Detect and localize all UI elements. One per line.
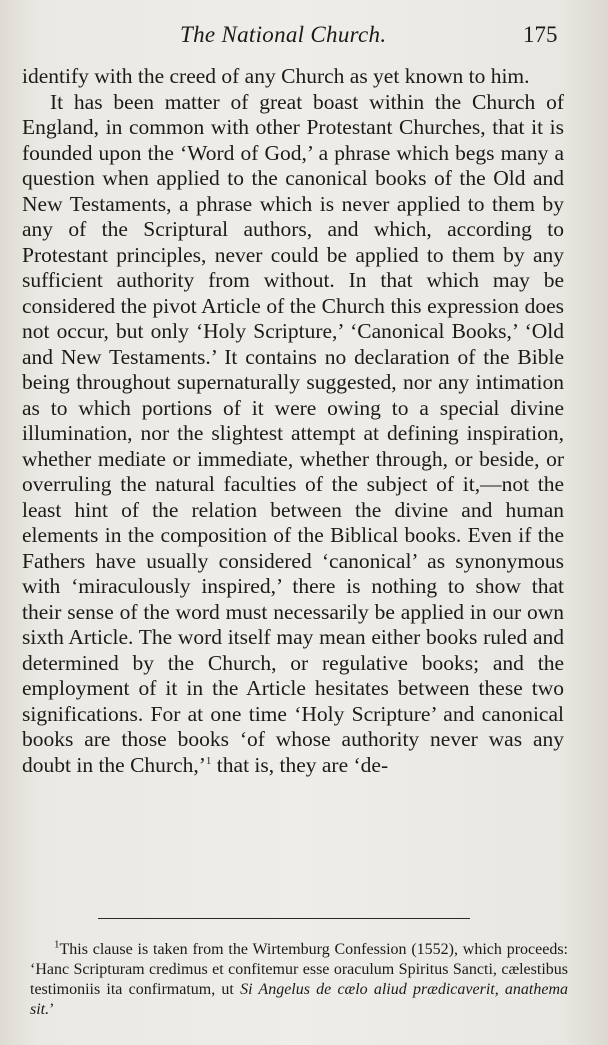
footnote-reference[interactable]: 1 xyxy=(205,754,212,767)
running-header xyxy=(0,20,608,54)
footnote-mark: 1 xyxy=(54,938,60,951)
running-title: The National Church. xyxy=(180,22,387,47)
paragraph-main-text: It has been matter of great boast within the Church of England, in common with other Protestant Churches, that it is founded upon the ‘Word of God,’ a phrase which begs many a question when applied to the canonical books of the Old and New Testaments, a phrase which is never applied to them by any of the Scriptural authors, and which, according to Protestant principles, never could be applied to them by any sufficient authority from without. In that which may be considered the pivot Article of the Church this expression does not occur, but only ‘Holy Scripture,’ ‘Canonical Books,’ ‘Old and New Testaments.’ It contains no declaration of the Bible being throughout supernaturally suggested, nor any intimation as to which portions of it were owing to a special divine illumination, nor the slightest attempt at defining inspiration, whether mediate or immediate, whether through, or beside, or overruling the natural faculties of the subject of it,—not the least hint of the relation between the divine and human elements in the composition of the Biblical books. Even if the Fathers have usually considered ‘canonical’ as synonymous with ‘miraculously inspired,’ there is nothing to show that their sense of the word must necessarily be applied in our own sixth Article. The word itself may mean either books ruled and determined by the Church, or regulative books; and the employment of it in the Article hesitates between these two significations. For at one time ‘Holy Scripture’ and canonical books are those books ‘of whose authority never was any doubt in the Church,’ xyxy=(22,89,564,777)
footnotes xyxy=(30,940,568,1020)
footnote-italic-quote: Si Angelus de cælo aliud prædicaverit, anathema sit. xyxy=(30,981,569,1018)
footnote-close: ’ xyxy=(49,1001,55,1018)
page-number: 175 xyxy=(523,22,558,47)
footnote-divider xyxy=(98,918,470,919)
paragraph-main-end: that is, they are ‘de- xyxy=(211,752,389,777)
paragraph-continued: identify with the creed of any Church as yet known to him. xyxy=(22,64,530,88)
paragraph-main xyxy=(22,90,564,779)
body-text xyxy=(22,64,564,778)
footnote-text: This clause is taken from the Wirtemburg Confession (1552), which proceeds: ‘Hanc Scripturam credimus et confitemur esse oraculum Spiritus Sancti, cælestibus testimoniis ita confirmatum, ut xyxy=(30,941,568,998)
footnote-1 xyxy=(30,940,568,1020)
